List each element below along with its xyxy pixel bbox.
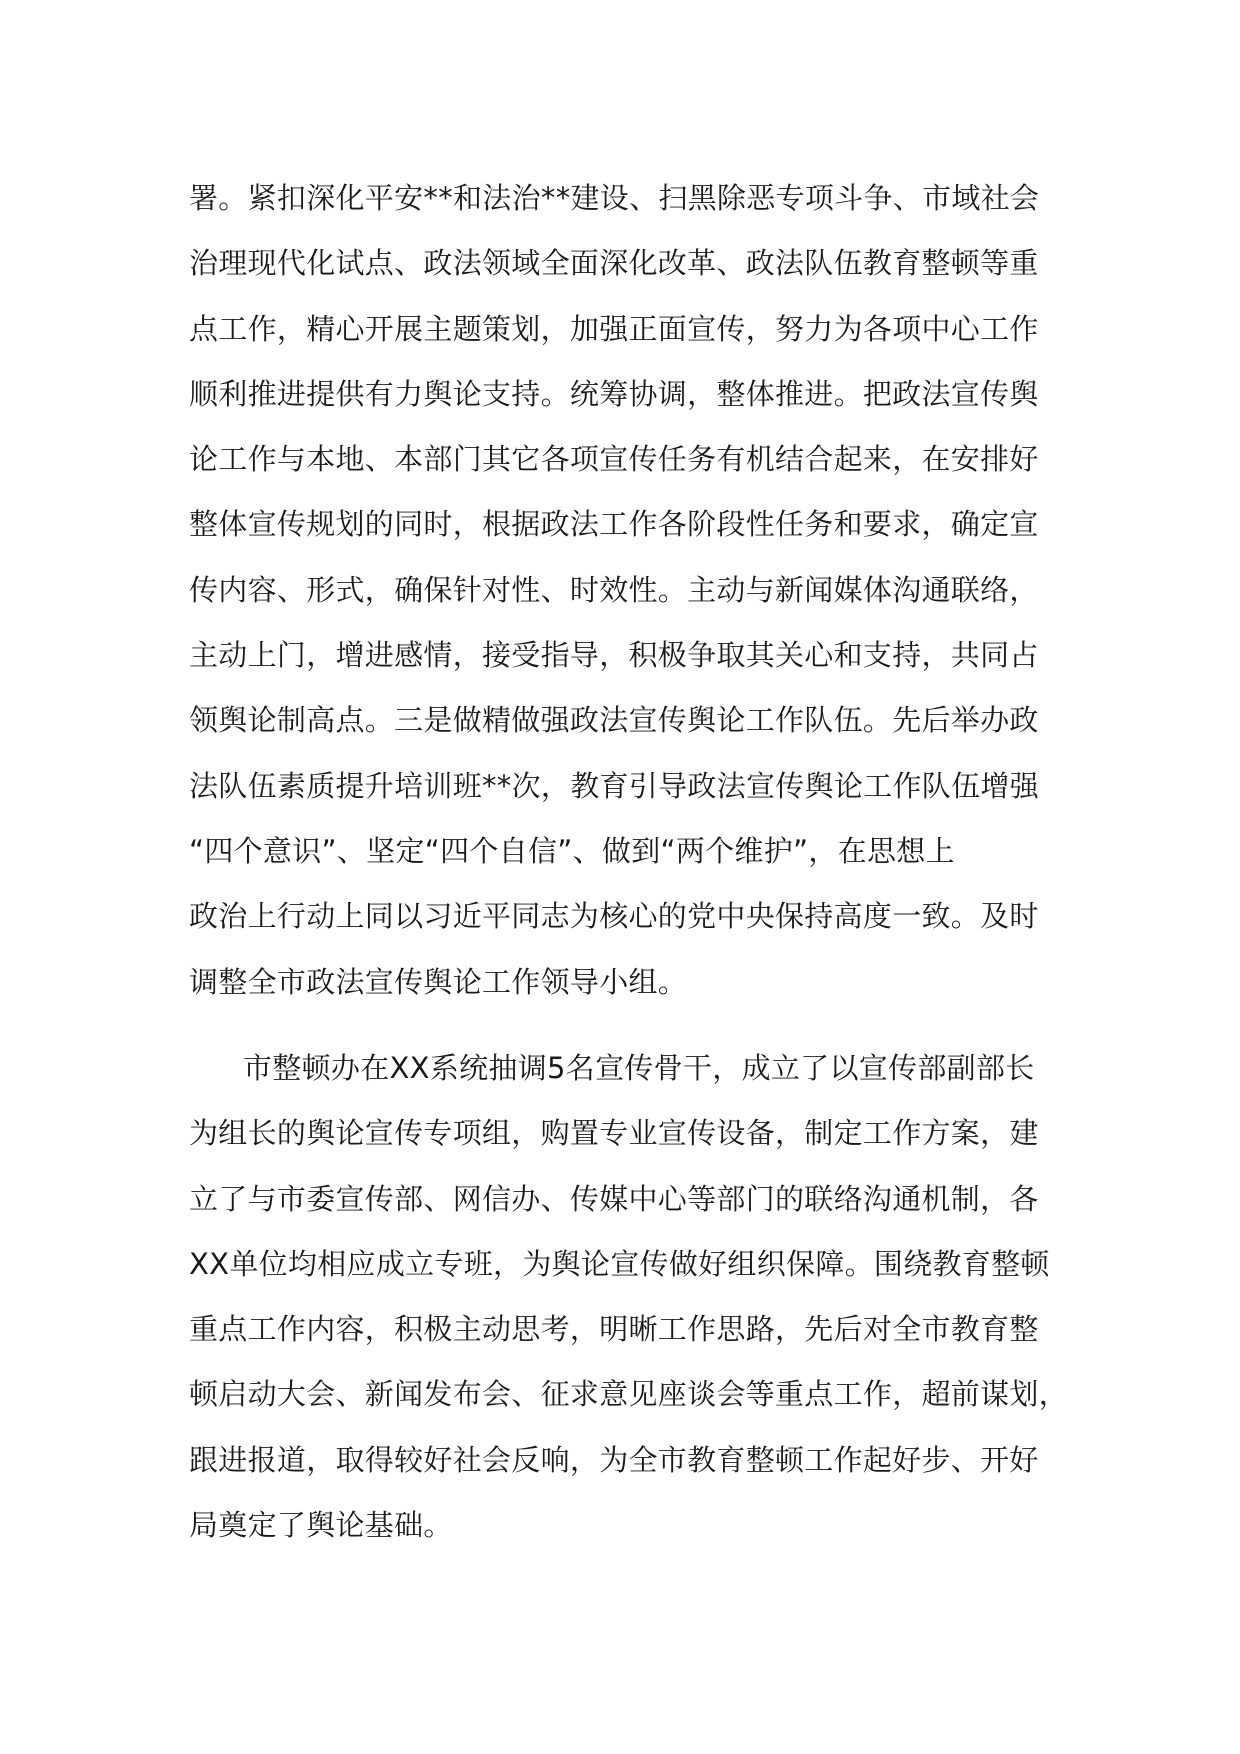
text-line: 为组长的舆论宣传专项组，购置专业宣传设备，制定工作方案，建 — [189, 1116, 1039, 1151]
text-line: 传内容、形式，确保针对性、时效性。主动与新闻媒体沟通联络， — [189, 572, 1039, 607]
paragraph-2 — [189, 1036, 1069, 1558]
text-line: 整体宣传规划的同时，根据政法工作各阶段性任务和要求，确定宣 — [189, 507, 1039, 542]
text-line: 跟进报道，取得较好社会反响，为全市教育整顿工作起好步、开好 — [189, 1442, 1039, 1477]
text-line: 立了与市委宣传部、网信办、传媒中心等部门的联络沟通机制，各 — [189, 1181, 1039, 1216]
text-line: 法队伍素质提升培训班**次，教育引导政法宣传舆论工作队伍增强 — [189, 768, 1040, 803]
text-line: 重点工作内容，积极主动思考，明晰工作思路，先后对全市教育整 — [189, 1312, 1039, 1347]
paragraph-1 — [189, 166, 1069, 1015]
text-line: 点工作，精心开展主题策划，加强正面宣传，努力为各项中心工作 — [189, 311, 1039, 346]
text-line: 署。紧扣深化平安**和法治**建设、扫黑除恶专项斗争、市域社会 — [189, 181, 1040, 215]
text-line: 主动上门，增进感情，接受指导，积极争取其关心和支持，共同占 — [189, 638, 1039, 673]
text-line: 调整全市政法宣传舆论工作领导小组。 — [189, 964, 688, 999]
text-line: 政治上行动上同以习近平同志为核心的党中央保持高度一致。及时 — [189, 899, 1039, 934]
text-line: 局奠定了舆论基础。 — [189, 1508, 453, 1543]
text-line: “四个意识”、坚定“四个自信”、做到“两个维护”，在思想上 — [189, 833, 955, 868]
text-line: 顺利推进提供有力舆论支持。统筹协调，整体推进。把政法宣传舆 — [189, 376, 1039, 411]
text-line: XX单位均相应成立专班，为舆论宣传做好组织保障。围绕教育整顿 — [189, 1246, 1050, 1281]
text-line: 顿启动大会、新闻发布会、征求意见座谈会等重点工作，超前谋划， — [189, 1377, 1069, 1412]
text-line: 领舆论制高点。三是做精做强政法宣传舆论工作队伍。先后举办政 — [189, 703, 1039, 738]
text-line: 论工作与本地、本部门其它各项宣传任务有机结合起来，在安排好 — [189, 442, 1039, 477]
text-line: 治理现代化试点、政法领域全面深化改革、政法队伍教育整顿等重 — [189, 246, 1039, 281]
text-line: 市整顿办在XX系统抽调5名宣传骨干，成立了以宣传部副部长 — [243, 1051, 1035, 1085]
